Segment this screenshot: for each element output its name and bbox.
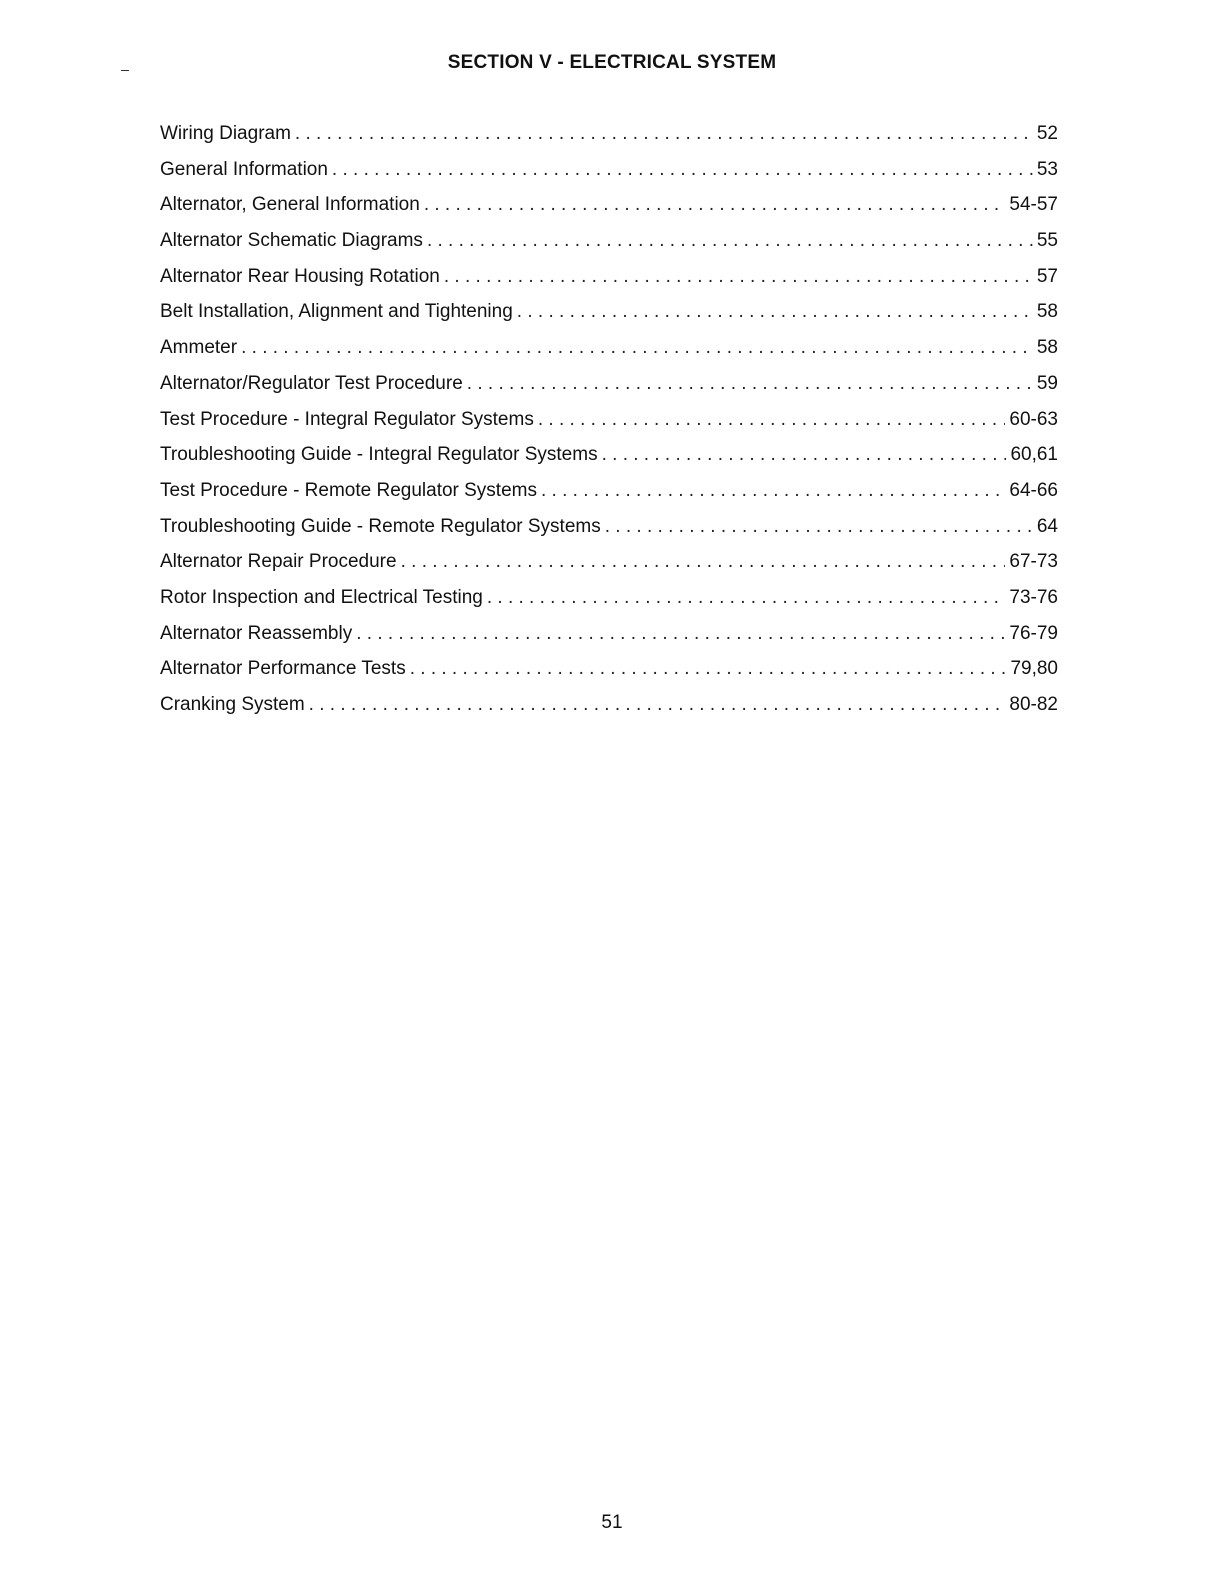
toc-entry-label: Alternator Reassembly — [160, 622, 353, 644]
toc-dot-leader — [517, 294, 1033, 330]
toc-entry-alternator-rear-housing-rotation — [160, 259, 1058, 295]
toc-entry-page: 76-79 — [1009, 622, 1058, 644]
toc-dot-leader — [467, 366, 1033, 402]
toc-entry-page: 58 — [1036, 301, 1058, 323]
toc-entry-label: Troubleshooting Guide - Remote Regulator Systems — [160, 515, 601, 537]
toc-entry-rotor-inspection — [160, 580, 1058, 616]
toc-entry-page: 67-73 — [1009, 551, 1058, 573]
toc-entry-general-information — [160, 152, 1058, 188]
toc-entry-alternator-schematic-diagrams — [160, 223, 1058, 259]
toc-entry-page: 58 — [1036, 337, 1058, 359]
toc-entry-page: 55 — [1036, 230, 1058, 252]
toc-dot-leader — [602, 437, 1007, 473]
toc-entry-label: Alternator Repair Procedure — [160, 551, 397, 573]
toc-entry-test-procedure-integral — [160, 402, 1058, 438]
toc-entry-label: Alternator Schematic Diagrams — [160, 230, 423, 252]
toc-dot-leader — [241, 330, 1033, 366]
toc-entry-cranking-system — [160, 687, 1058, 723]
toc-dot-leader — [444, 259, 1033, 295]
toc-entry-page: 53 — [1036, 158, 1058, 180]
toc-entry-label: Alternator Rear Housing Rotation — [160, 265, 440, 287]
table-of-contents — [160, 116, 1058, 723]
toc-entry-page: 79,80 — [1010, 658, 1058, 680]
toc-dot-leader — [295, 116, 1033, 152]
page-title: SECTION V - ELECTRICAL SYSTEM — [447, 52, 777, 73]
toc-dot-leader — [605, 509, 1033, 545]
toc-dot-leader — [487, 580, 1006, 616]
toc-entry-label: Ammeter — [160, 337, 238, 359]
toc-entry-alternator-general-information — [160, 187, 1058, 223]
toc-entry-page: 64 — [1036, 515, 1058, 537]
toc-entry-alternator-reassembly — [160, 616, 1058, 652]
toc-entry-label: Belt Installation, Alignment and Tightening — [160, 301, 513, 323]
toc-entry-wiring-diagram — [160, 116, 1058, 152]
toc-entry-page: 60,61 — [1010, 444, 1058, 466]
toc-entry-alternator-repair-procedure — [160, 544, 1058, 580]
toc-entry-page: 59 — [1036, 372, 1058, 394]
toc-dot-leader — [424, 187, 1006, 223]
toc-entry-label: Alternator/Regulator Test Procedure — [160, 372, 463, 394]
toc-entry-label: Troubleshooting Guide - Integral Regulator Systems — [160, 444, 598, 466]
toc-entry-label: General Information — [160, 158, 328, 180]
toc-entry-page: 57 — [1036, 265, 1058, 287]
toc-entry-page: 60-63 — [1009, 408, 1058, 430]
toc-dot-leader — [309, 687, 1006, 723]
toc-entry-label: Test Procedure - Remote Regulator Systems — [160, 479, 537, 501]
toc-entry-page: 73-76 — [1009, 586, 1058, 608]
toc-dot-leader — [332, 152, 1033, 188]
toc-entry-page: 80-82 — [1009, 694, 1058, 715]
toc-entry-label: Alternator, General Information — [160, 194, 420, 216]
toc-entry-label: Alternator Performance Tests — [160, 658, 406, 680]
toc-entry-label: Cranking System — [160, 694, 305, 715]
toc-dot-leader — [538, 402, 1006, 438]
toc-dot-leader — [410, 651, 1007, 687]
toc-entry-page: 64-66 — [1009, 479, 1058, 501]
toc-dot-leader — [427, 223, 1033, 259]
toc-entry-test-procedure-remote — [160, 473, 1058, 509]
toc-entry-page: 54-57 — [1009, 194, 1058, 216]
toc-entry-page: 52 — [1036, 123, 1058, 144]
toc-dot-leader — [541, 473, 1005, 509]
toc-entry-alternator-performance-tests — [160, 651, 1058, 687]
toc-entry-ammeter — [160, 330, 1058, 366]
page-number: 51 — [601, 1512, 623, 1533]
toc-entry-belt-installation — [160, 294, 1058, 330]
toc-entry-label: Wiring Diagram — [160, 123, 291, 144]
toc-entry-troubleshooting-integral — [160, 437, 1058, 473]
toc-entry-label: Test Procedure - Integral Regulator Systems — [160, 408, 534, 430]
toc-entry-alternator-regulator-test-procedure — [160, 366, 1058, 402]
toc-dot-leader — [356, 616, 1005, 652]
toc-entry-troubleshooting-remote — [160, 509, 1058, 545]
toc-dot-leader — [401, 544, 1006, 580]
toc-entry-label: Rotor Inspection and Electrical Testing — [160, 586, 483, 608]
